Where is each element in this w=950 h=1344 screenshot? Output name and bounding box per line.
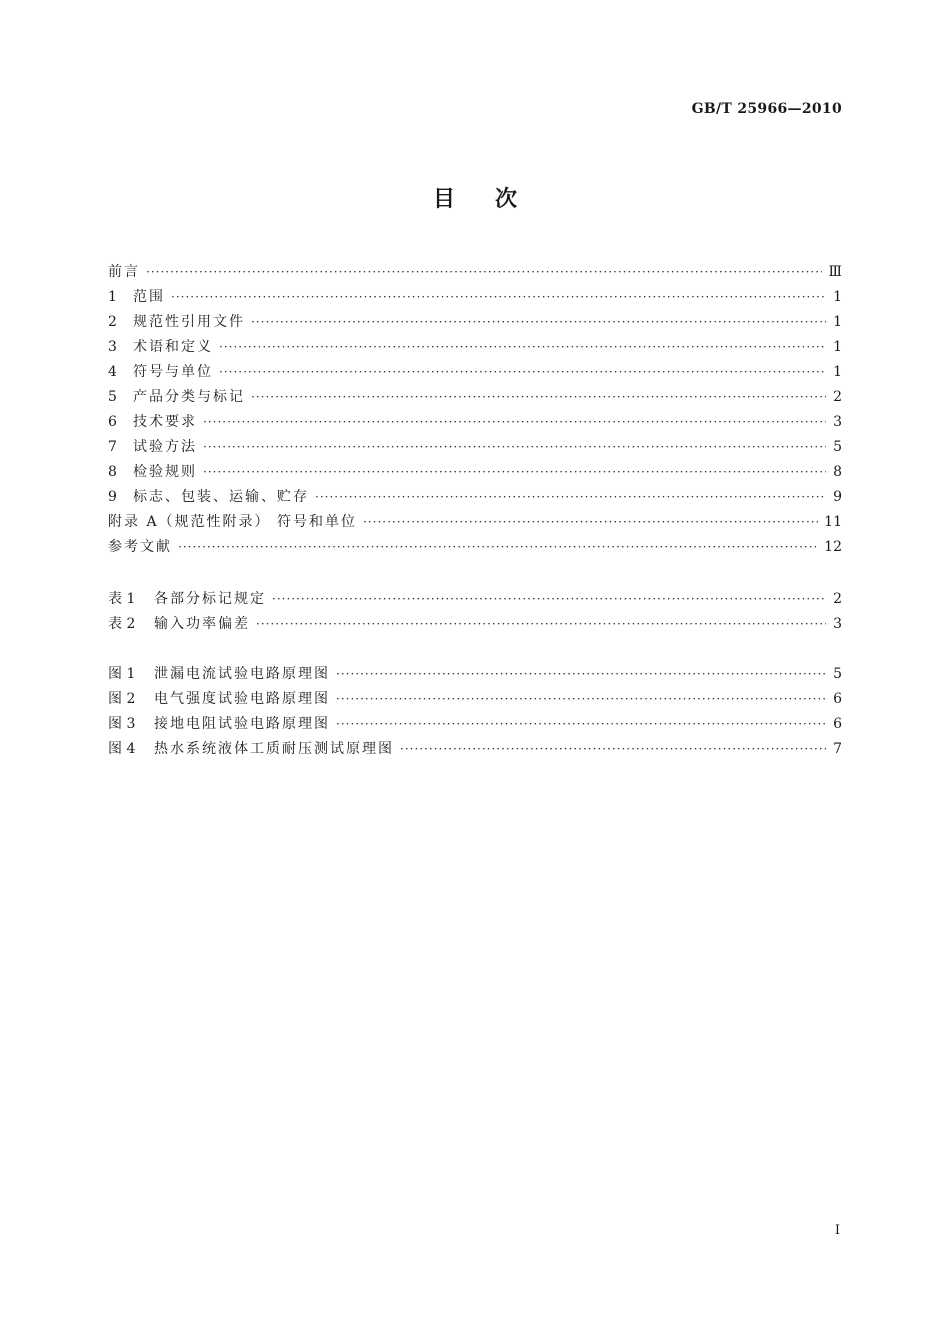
toc-leader [251, 310, 826, 335]
toc-entry-label: 各部分标记规定 [154, 591, 266, 607]
toc-entry-label: 技术要求 [133, 414, 197, 430]
toc-leader [400, 737, 826, 762]
toc-entry-label: 术语和定义 [133, 339, 213, 355]
toc-entry-label: 产品分类与标记 [133, 389, 245, 405]
toc-entry-page: 3 [833, 414, 842, 430]
toc-entry-page: 1 [833, 314, 842, 330]
toc-entry-label: 热水系统液体工质耐压测试原理图 [154, 741, 394, 757]
toc-entry-label: 标志、包装、运输、贮存 [133, 489, 309, 505]
toc-entry-figure-3[interactable] [108, 712, 842, 737]
toc-entry-label: 规范性引用文件 [133, 314, 245, 330]
toc-leader [203, 460, 826, 485]
toc-entry-number: 图 3 [108, 716, 136, 732]
toc-leader [178, 535, 818, 560]
page-number: Ⅰ [834, 1223, 840, 1238]
toc-entry-4[interactable] [108, 360, 842, 385]
toc-entry-3[interactable] [108, 335, 842, 360]
toc-leader [219, 360, 826, 385]
toc-leader [336, 712, 826, 737]
toc-leader [203, 435, 826, 460]
toc-entry-page: 1 [833, 364, 842, 380]
toc-leader [219, 335, 826, 360]
toc-entry-7[interactable] [108, 435, 842, 460]
toc-entry-5[interactable] [108, 385, 842, 410]
toc-entry-label: 检验规则 [133, 464, 197, 480]
toc-entry-8[interactable] [108, 460, 842, 485]
toc-entry-page: Ⅲ [828, 264, 842, 280]
toc-entry-number: 6 [108, 414, 117, 430]
toc-entry-label: 输入功率偏差 [154, 616, 250, 632]
toc-entry-number: 8 [108, 464, 117, 480]
page-title: 目次 [432, 186, 557, 212]
toc-entry-references[interactable] [108, 535, 842, 560]
toc-leader [146, 260, 822, 285]
toc-entry-page: 8 [833, 464, 842, 480]
toc-leader [363, 510, 818, 535]
toc-entry-page: 11 [824, 514, 842, 530]
toc-entry-number: 1 [108, 289, 117, 305]
toc-entry-figure-1[interactable] [108, 662, 842, 687]
toc-entry-number: 图 2 [108, 691, 136, 707]
toc-entry-page: 2 [833, 389, 842, 405]
toc-leader [256, 612, 826, 637]
toc-leader [336, 687, 826, 712]
toc-entry-number: 5 [108, 389, 117, 405]
toc-entry-page: 5 [833, 666, 842, 682]
toc-entry-figure-4[interactable] [108, 737, 842, 762]
toc-entry-1[interactable] [108, 285, 842, 310]
toc-entry-page: 2 [833, 591, 842, 607]
toc-entry-number: 表 2 [108, 616, 136, 632]
toc-entry-number: 9 [108, 489, 117, 505]
toc-leader [315, 485, 826, 510]
toc-entry-number: 4 [108, 364, 117, 380]
toc-entry-number: 7 [108, 439, 117, 455]
toc-entry-page: 9 [833, 489, 842, 505]
standard-code: GB/T 25966—2010 [691, 101, 842, 117]
toc-entry-2[interactable] [108, 310, 842, 335]
toc-entry-page: 6 [833, 691, 842, 707]
toc-entry-9[interactable] [108, 485, 842, 510]
toc-entry-6[interactable] [108, 410, 842, 435]
toc-leader [171, 285, 826, 310]
toc-entry-label: 泄漏电流试验电路原理图 [154, 666, 330, 682]
toc-entry-label: 符号与单位 [133, 364, 213, 380]
toc-entry-label: 试验方法 [133, 439, 197, 455]
toc-figures [108, 662, 842, 762]
toc-entry-page: 5 [833, 439, 842, 455]
toc-entry-label: 电气强度试验电路原理图 [154, 691, 330, 707]
toc-leader [203, 410, 826, 435]
toc-entry-number: 图 1 [108, 666, 136, 682]
toc-entry-label: 附录 A（规范性附录） 符号和单位 [108, 514, 358, 530]
toc-entry-page: 3 [833, 616, 842, 632]
toc-entry-table-1[interactable] [108, 587, 842, 612]
toc-leader [272, 587, 826, 612]
toc-entry-page: 7 [833, 741, 842, 757]
toc-entry-number: 表 1 [108, 591, 136, 607]
toc-tables [108, 587, 842, 637]
toc-leader [251, 385, 826, 410]
toc-entry-page: 12 [824, 539, 842, 555]
toc-entry-appendix-a[interactable] [108, 510, 842, 535]
toc-entry-number: 3 [108, 339, 117, 355]
toc-entry-label: 前言 [108, 264, 140, 280]
toc-entry-page: 6 [833, 716, 842, 732]
toc-leader [336, 662, 826, 687]
toc-entry-label: 接地电阻试验电路原理图 [154, 716, 330, 732]
toc-entry-figure-2[interactable] [108, 687, 842, 712]
toc-entry-number: 图 4 [108, 741, 136, 757]
toc-entry-label: 参考文献 [108, 539, 172, 555]
toc-entry-number: 2 [108, 314, 117, 330]
toc-sections [108, 260, 842, 560]
toc-entry-label: 范围 [133, 289, 165, 305]
toc-entry-page: 1 [833, 289, 842, 305]
toc-entry-foreword[interactable] [108, 260, 842, 285]
toc-entry-page: 1 [833, 339, 842, 355]
toc-entry-table-2[interactable] [108, 612, 842, 637]
